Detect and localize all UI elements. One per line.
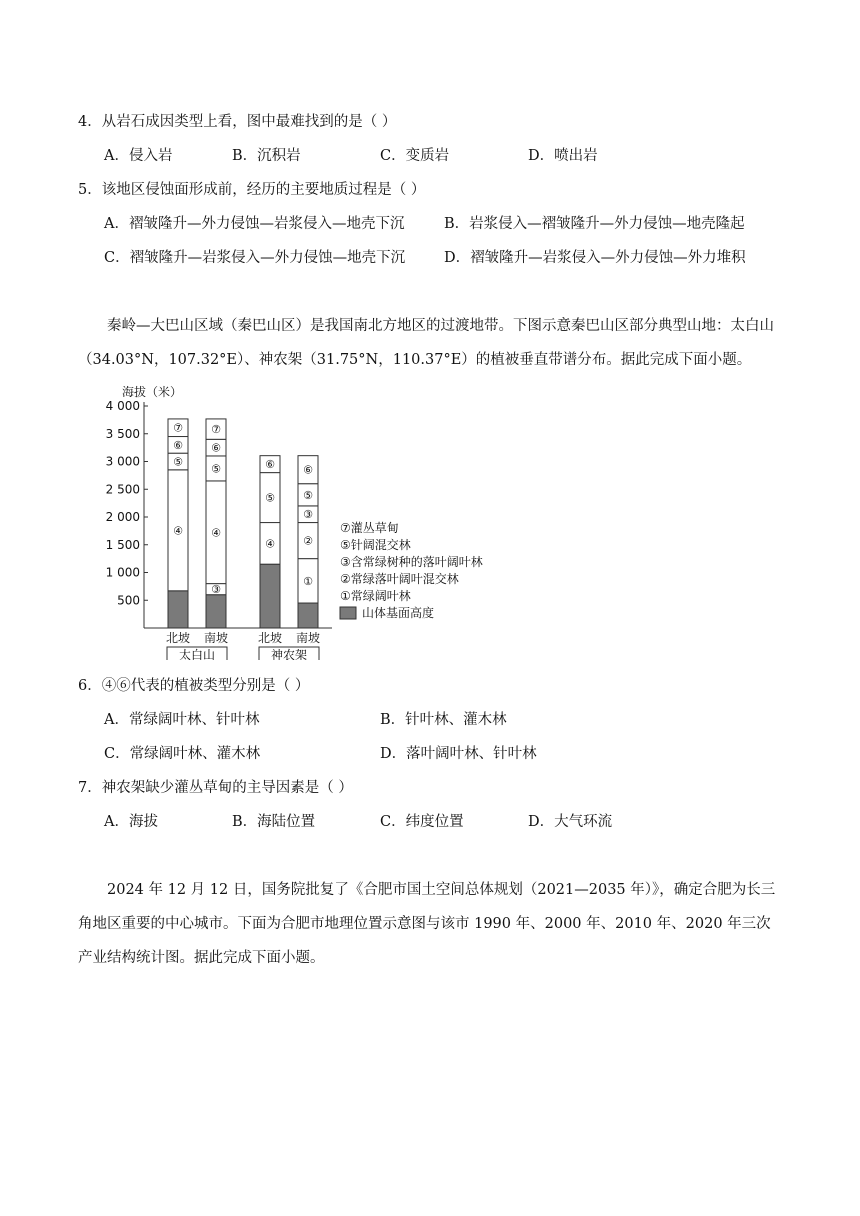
zone-code-label: ③: [211, 583, 221, 597]
y-tick-label: 500: [117, 593, 140, 608]
zone-code-label: ④: [211, 526, 221, 540]
question-7-option-d: D．大气环流: [528, 814, 613, 830]
question-6-option-a: A．常绿阔叶林、针叶林: [104, 712, 260, 728]
y-tick-label: 2 500: [105, 482, 140, 497]
question-6-stem: 6．④⑥代表的植被类型分别是（ ）: [78, 678, 310, 694]
legend-entry: ③含常绿树种的落叶阔叶林: [340, 555, 483, 569]
passage-hefei: 2024 年 12 月 12 日，国务院批复了《合肥市国土空间总体规划（2021—2035 年）》，确定合肥为长三角地区重要的中心城市。下面为合肥市地理位置示意图与该市 1990 年、2000 年、2010 年、2020 年三次产业结构统计图。据此完成下面小题。: [78, 882, 776, 966]
passage-qinba: 秦岭—大巴山区域（秦巴山区）是我国南北方地区的过渡地带。下图示意秦巴山区部分典型山地：太白山（34.03°N，107.32°E）、神农架（31.75°N，110.37°E）的植被垂直带谱分布。据此完成下面小题。: [78, 318, 774, 368]
slope-label: 北坡: [165, 631, 191, 645]
question-4-stem: 4．从岩石成因类型上看，图中最难找到的是（ ）: [78, 114, 397, 130]
question-6-option-c: C．常绿阔叶林、灌木林: [104, 746, 261, 762]
zone-code-label: ②: [303, 534, 313, 548]
question-4-option-a: A．侵入岩: [104, 148, 173, 164]
zone-code-label: ④: [265, 537, 275, 551]
zone-code-label: ⑦: [173, 421, 183, 435]
legend-entry: ①常绿阔叶林: [340, 589, 411, 603]
question-6-option-d: D．落叶阔叶林、针叶林: [380, 746, 537, 762]
zone-code-label: ⑤: [265, 491, 275, 505]
question-5-option-c: C．褶皱隆升—岩浆侵入—外力侵蚀—地壳下沉: [104, 250, 406, 266]
zone-code-label: ⑥: [265, 458, 275, 472]
y-tick-label: 3 500: [105, 426, 140, 441]
zone-code-label: ④: [173, 524, 183, 538]
y-tick-label: 1 500: [105, 537, 140, 552]
legend-entry: 山体基面高度: [362, 606, 435, 620]
bar-base-height: [168, 591, 188, 628]
y-tick-label: 4 000: [105, 399, 140, 413]
mountain-name-label: 太白山: [178, 648, 216, 660]
zone-code-label: ⑤: [303, 488, 313, 502]
question-4-option-d: D．喷出岩: [528, 148, 598, 164]
y-tick-label: 3 000: [105, 454, 140, 469]
question-5-option-d: D．褶皱隆升—岩浆侵入—外力侵蚀—外力堆积: [444, 250, 746, 266]
bar-base-height: [298, 603, 318, 628]
y-axis-label: 海拔（米）: [122, 385, 183, 399]
zone-code-label: ⑤: [173, 455, 183, 469]
vegetation-zone-chart: [100, 380, 540, 660]
legend-entry: ⑦灌丛草甸: [340, 521, 399, 535]
question-7-option-a: A．海拔: [104, 814, 158, 830]
zone-code-label: ①: [303, 574, 313, 588]
question-5-option-a: A．褶皱隆升—外力侵蚀—岩浆侵入—地壳下沉: [104, 216, 405, 232]
zone-code-label: ⑤: [211, 462, 221, 476]
question-7-option-b: B．海陆位置: [232, 814, 316, 830]
zone-code-label: ⑥: [303, 463, 313, 477]
question-6-option-b: B．针叶林、灌木林: [380, 712, 507, 728]
question-4-option-b: B．沉积岩: [232, 148, 301, 164]
legend-entry: ⑤针阔混交林: [340, 538, 411, 552]
zone-code-label: ⑥: [211, 441, 221, 455]
slope-label: 南坡: [203, 631, 229, 645]
legend-swatch-base: [340, 607, 356, 619]
slope-label: 南坡: [295, 631, 321, 645]
zone-code-label: ⑦: [211, 423, 221, 437]
zone-code-label: ③: [303, 508, 313, 522]
y-tick-label: 2 000: [105, 510, 140, 524]
y-tick-label: 1 000: [105, 565, 140, 580]
question-7-stem: 7．神农架缺少灌丛草甸的主导因素是（ ）: [78, 780, 353, 796]
bar-base-height: [260, 564, 280, 628]
legend-entry: ②常绿落叶阔叶混交林: [340, 572, 459, 586]
question-5-option-b: B．岩浆侵入—褶皱隆升—外力侵蚀—地壳隆起: [444, 216, 745, 232]
mountain-name-label: 神农架: [270, 648, 308, 660]
question-5-stem: 5．该地区侵蚀面形成前，经历的主要地质过程是（ ）: [78, 182, 426, 198]
zone-code-label: ⑥: [173, 438, 183, 452]
slope-label: 北坡: [257, 631, 283, 645]
question-7-option-c: C．纬度位置: [380, 814, 464, 830]
bar-base-height: [206, 595, 226, 628]
question-4-option-c: C．变质岩: [380, 148, 450, 164]
